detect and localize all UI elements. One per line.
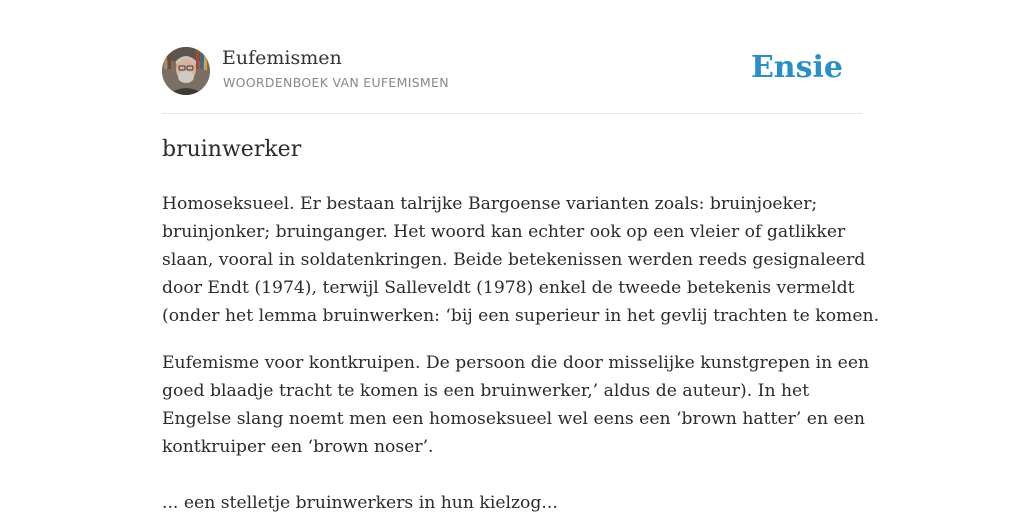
paragraph-2-line-1: Eufemisme voor kontkruipen. De persoon die door misselijke kunstgrepen in een bbox=[162, 353, 870, 373]
paragraph-1-line-2: bruinjonker; bruinganger. Het woord kan echter ook op een vleier of gatlikker bbox=[162, 222, 846, 242]
paragraph-2-line-2: goed blaadje tracht te komen is een bruinwerker,’ aldus de auteur). In het bbox=[162, 381, 810, 401]
entry-title: bruinwerker bbox=[162, 137, 302, 162]
paragraph-1-line-1: Homoseksueel. Er bestaan talrijke Bargoense varianten zoals: bruinjoeker; bbox=[162, 194, 818, 214]
avatar[interactable] bbox=[162, 47, 210, 95]
avatar-portrait-image bbox=[162, 47, 210, 95]
site-logo[interactable]: Ensie bbox=[750, 50, 843, 85]
author-subtitle: WOORDENBOEK VAN EUFEMISMEN bbox=[223, 75, 449, 90]
paragraph-1-line-5: (onder het lemma bruinwerken: ‘bij een superieur in het gevlij trachten te komen. bbox=[162, 306, 880, 326]
header-divider bbox=[162, 113, 862, 114]
paragraph-2-line-3: Engelse slang noemt men een homoseksueel wel eens een ‘brown hatter’ en een bbox=[162, 409, 865, 429]
author-name[interactable]: Eufemismen bbox=[222, 47, 342, 69]
header bbox=[162, 46, 862, 96]
example-quote: ... een stelletje bruinwerkers in hun kielzog... bbox=[162, 493, 558, 512]
paragraph-1-line-3: slaan, vooral in soldatenkringen. Beide betekenissen werden reeds gesignaleerd bbox=[162, 250, 866, 270]
paragraph-1-line-4: door Endt (1974), terwijl Salleveldt (1978) enkel de tweede betekenis vermeldt bbox=[162, 278, 855, 298]
paragraph-2-line-4: kontkruiper een ‘brown noser’. bbox=[162, 437, 434, 457]
